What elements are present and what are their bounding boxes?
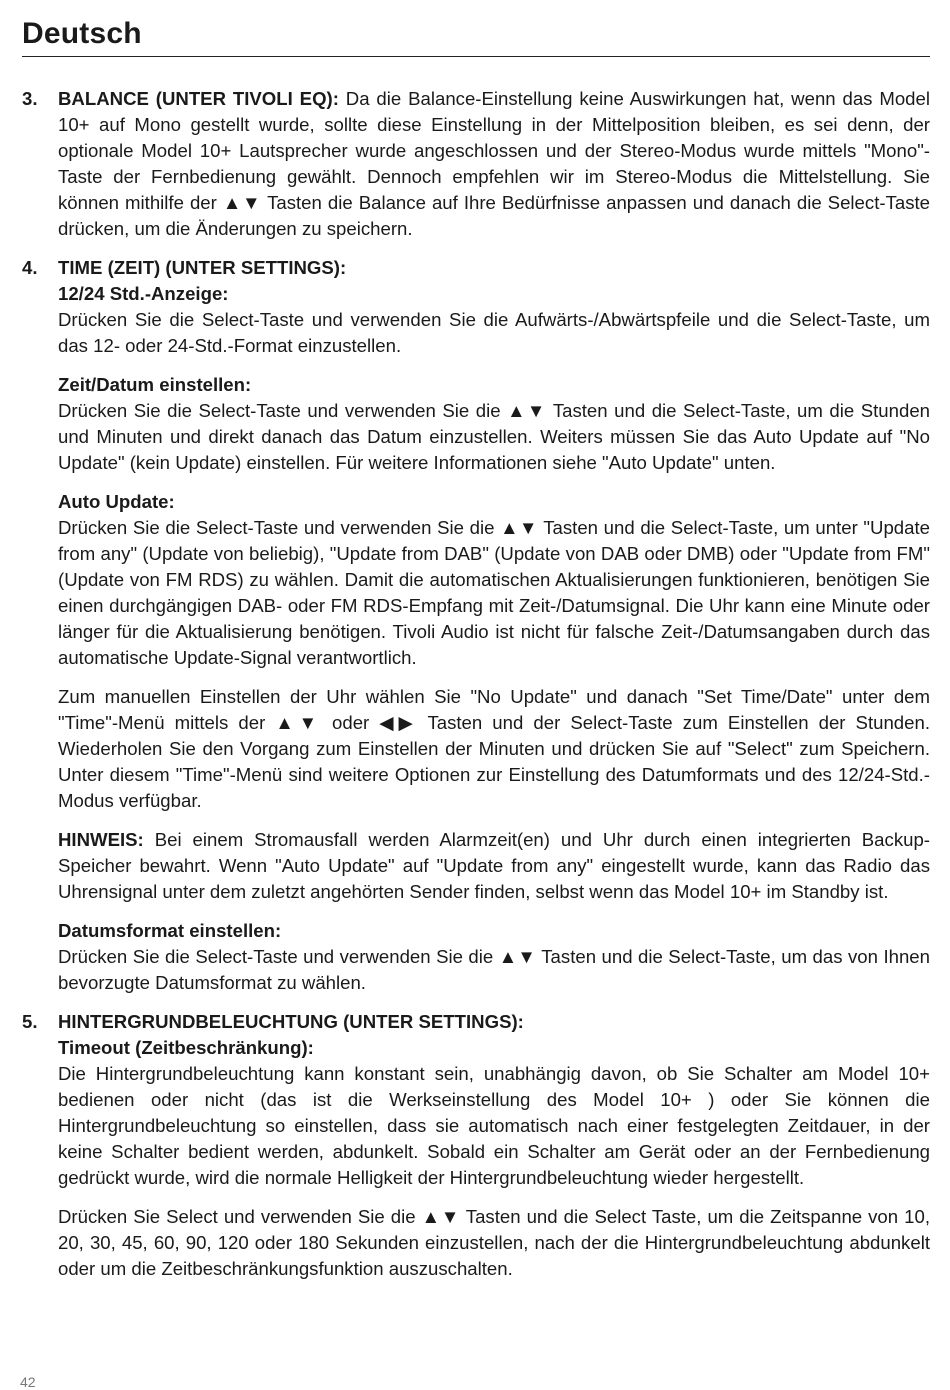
page-header [22, 14, 930, 57]
section-heading: BALANCE (UNTER TIVOLI EQ): [58, 88, 339, 109]
paragraph-text: Drücken Sie die Select-Taste und verwenden Sie die ▲▼ Tasten und die Select-Taste, um unter "Update from any" (Update von beliebig), "Update from DAB" (Update von DAB oder DMB) oder "Update from FM" (Update von FM RDS) zu wählen. Damit die automatischen Aktualisierungen funktionieren, benötigen Sie einen durchgängigen DAB- oder FM RDS-Empfang mit Zeit-/Datumsignal. Die Uhr kann eine Minute oder länger für die Aktualisierung benötigen. Tivoli Audio ist nicht für falsche Zeit-/Datumsangaben durch das automatische Update-Signal verantwortlich. [58, 517, 930, 668]
section-backlight [22, 1009, 930, 1282]
paragraph-text: Drücken Sie die Select-Taste und verwenden Sie die ▲▼ Tasten und die Select-Taste, um das von Ihnen bevorzugte Datumsformat zu wählen. [58, 946, 930, 993]
document-body [22, 86, 930, 1282]
section-heading: TIME (ZEIT) (UNTER SETTINGS): [58, 257, 347, 278]
paragraph-text: Drücken Sie Select und verwenden Sie die ▲▼ Tasten und die Select Taste, um die Zeitspanne von 10, 20, 30, 45, 60, 90, 120 oder 180 Sekunden einzustellen, nach der die Hintergrundbeleuchtung abdunkelt oder um die Zeitbeschränkungsfunktion auszuschalten. [58, 1206, 930, 1279]
section-number: 3. [22, 88, 38, 109]
section-body [58, 1009, 930, 1282]
section-body [58, 86, 930, 242]
page-title: Deutsch [22, 17, 142, 50]
section-balance [22, 86, 930, 242]
note-paragraph [58, 827, 930, 905]
subsection-heading: 12/24 Std.-Anzeige: [58, 283, 229, 304]
paragraph-text: Drücken Sie die Select-Taste und verwenden Sie die ▲▼ Tasten und die Select-Taste, um die Stunden und Minuten und direkt danach das Datum einzustellen. Weiters müssen Sie das Auto Update auf "No Update" (kein Update) einstellen. Für weitere Informationen siehe "Auto Update" unten. [58, 400, 930, 473]
paragraph-text: Da die Balance-Einstellung keine Auswirkungen hat, wenn das Model 10+ auf Mono gestellt wurde, sollte diese Einstellung in der Mittelposition bleiben, es sei denn, der optionale Model 10+ Lautsprecher wurde angeschlossen und der Stereo-Modus wurde mittels "Mono"-Taste der Fernbedienung gewählt. Dennoch empfehlen wir im Stereo-Modus die Mittelstellung. Sie können mithilfe der ▲▼ Tasten die Balance auf Ihre Bedürfnisse anpassen und danach die Select-Taste drücken, um die Änderungen zu speichern. [58, 88, 930, 239]
paragraph-text: Zum manuellen Einstellen der Uhr wählen Sie "No Update" und danach "Set Time/Date" unter dem "Time"-Menü mittels der ▲▼ oder ◀▶ Tasten und der Select-Taste zum Einstellen der Stunden. Wiederholen Sie den Vorgang zum Einstellen der Minuten und drücken Sie auf "Select" zum Speichern. Unter diesem "Time"-Menü sind weitere Optionen zur Einstellung des Datumformats und des 12/24-Std.-Modus verfügbar. [58, 686, 930, 811]
section-heading: HINTERGRUNDBELEUCHTUNG (UNTER SETTINGS): [58, 1011, 524, 1032]
paragraph-text: Drücken Sie die Select-Taste und verwenden Sie die Aufwärts-/Abwärtspfeile und die Select-Taste, um das 12- oder 24-Std.-Format einzustellen. [58, 309, 930, 356]
section-time [22, 255, 930, 996]
section-paragraph [58, 86, 930, 242]
section-body [58, 255, 930, 996]
section-number: 5. [22, 1011, 38, 1032]
subsection-heading: Datumsformat einstellen: [58, 920, 282, 941]
subsection-heading: Zeit/Datum einstellen: [58, 374, 252, 395]
subsection-heading: Timeout (Zeitbeschränkung): [58, 1037, 314, 1058]
subsection-heading: Auto Update: [58, 491, 175, 512]
section-number: 4. [22, 257, 38, 278]
paragraph-text: Die Hintergrundbeleuchtung kann konstant sein, unabhängig davon, ob Sie Schalter am Model 10+ bedienen oder nicht (das ist die Werkseinstellung des Model 10+ ) oder Sie können die Hintergrundbeleuchtung so einstellen, dass sie automatisch nach einer festgelegten Zeitdauer, in der keine Schalter bedient werden, abdunkelt. Sobald ein Schalter am Gerät oder an der Fernbedienung gedrückt wurde, wird die normale Helligkeit der Hintergrundbeleuchtung wieder hergestellt. [58, 1063, 930, 1188]
page-number: 42 [20, 1374, 36, 1390]
note-label: HINWEIS: [58, 829, 144, 850]
note-text: Bei einem Stromausfall werden Alarmzeit(en) und Uhr durch einen integrierten Backup-Speicher bewahrt. Wenn "Auto Update" auf "Update from any" eingestellt wurde, kann das Radio das Uhrensignal unter dem zuletzt angehörten Sender finden, selbst wenn das Model 10+ im Standby ist. [58, 829, 930, 902]
